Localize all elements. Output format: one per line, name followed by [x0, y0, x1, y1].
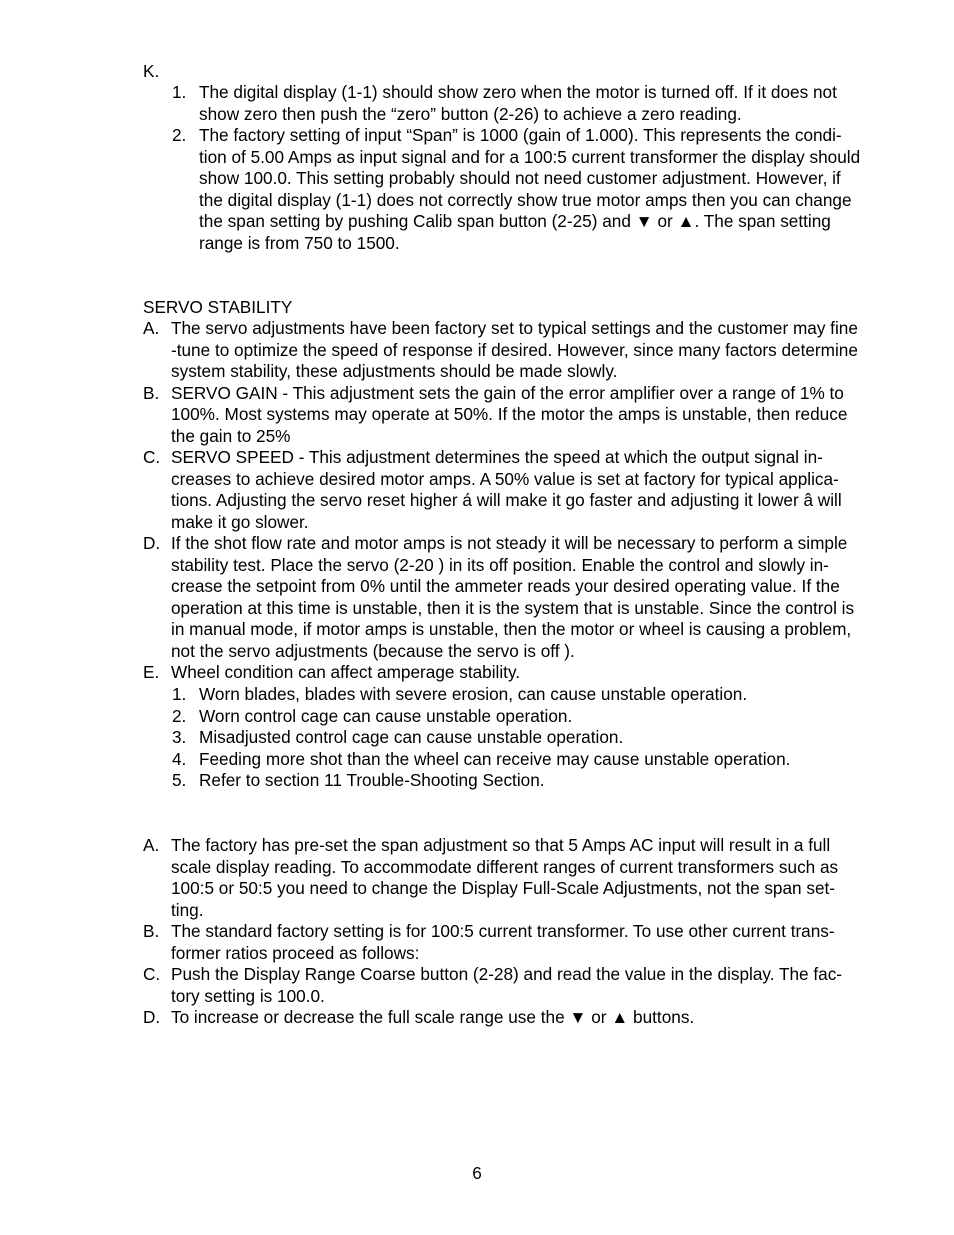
text-line: not the servo adjustments (because the servo is off ).: [171, 640, 575, 661]
text-line: the gain to 25%: [171, 425, 291, 446]
text-line: To increase or decrease the full scale range use the ▼ or ▲ buttons.: [171, 1007, 695, 1027]
list-marker: 4.: [172, 748, 187, 769]
servo-stability-list: [0, 318, 954, 684]
text-line: The factory has pre-set the span adjustment so that 5 Amps AC input will result in a full: [171, 835, 831, 855]
list-marker: E.: [143, 662, 160, 682]
list-item: [0, 770, 954, 792]
text-line: -tune to optimize the speed of response if desired. However, since many factors determine: [171, 339, 858, 360]
text-line: tion of 5.00 Amps as input signal and for a 100:5 current transformer the display should: [199, 146, 861, 167]
servo-stability-heading: SERVO STABILITY: [143, 297, 293, 317]
text-line: creases to achieve desired motor amps. A 50% value is set at factory for typical applica-: [171, 468, 839, 489]
text-line: Refer to section 11 Trouble-Shooting Section.: [199, 770, 545, 790]
text-line: Misadjusted control cage can cause unstable operation.: [199, 727, 624, 747]
list-item: [0, 706, 954, 728]
list-item: [0, 727, 954, 749]
text-line: show 100.0. This setting probably should not need customer adjustment. However, if: [199, 168, 841, 188]
list-item: [0, 662, 954, 684]
list-marker: 5.: [172, 770, 187, 790]
text-line: If the shot flow rate and motor amps is not steady it will be necessary to perform a simple: [171, 533, 848, 553]
list-marker: 3.: [172, 727, 187, 747]
list-item: [0, 383, 954, 448]
list-item: [0, 318, 954, 383]
list-item: [0, 835, 954, 921]
text-line: crease the setpoint from 0% until the ammeter reads your desired operating value. If the: [171, 576, 840, 596]
text-line: in manual mode, if motor amps is unstable, then the motor or wheel is causing a problem,: [171, 619, 852, 639]
list-item: [0, 447, 954, 533]
section-k-list: [0, 82, 954, 254]
list-item: [0, 964, 954, 1007]
list-item: [0, 533, 954, 662]
text-line: stability test. Place the servo (2-20 ) in its off position. Enable the control and slowly in-: [171, 554, 829, 575]
text-line: tory setting is 100.0.: [171, 985, 325, 1006]
list-item: [0, 921, 954, 964]
list-item: [0, 82, 954, 125]
text-line: 100%. Most systems may operate at 50%. If the motor the amps is unstable, then reduce: [171, 404, 848, 424]
list-item: [0, 1007, 954, 1029]
text-line: Worn control cage can cause unstable operation.: [199, 705, 573, 726]
section-k-label: K.: [143, 61, 160, 81]
text-line: scale display reading. To accommodate different ranges of current transformers such as: [171, 856, 839, 877]
wheel-condition-list: [0, 684, 954, 792]
text-line: range is from 750 to 1500.: [199, 232, 400, 253]
list-item: [0, 125, 954, 254]
text-line: Push the Display Range Coarse button (2-28) and read the value in the display. The fac-: [171, 964, 843, 984]
list-item: [0, 749, 954, 771]
list-marker: 2.: [172, 125, 187, 145]
list-marker: A.: [143, 835, 160, 855]
list-marker: 1.: [172, 684, 187, 704]
text-line: 100:5 or 50:5 you need to change the Display Full-Scale Adjustments, not the span set-: [171, 878, 836, 898]
text-line: SERVO SPEED - This adjustment determines the speed at which the output signal in-: [171, 447, 823, 467]
display-range-list: [0, 835, 954, 1029]
text-line: former ratios proceed as follows:: [171, 942, 420, 963]
text-line: the span setting by pushing Calib span button (2-25) and ▼ or ▲. The span setting: [199, 211, 831, 231]
list-item: [0, 684, 954, 706]
text-line: operation at this time is unstable, then it is the system that is unstable. Since the control is: [171, 597, 855, 618]
text-line: ting.: [171, 899, 204, 920]
text-line: tions. Adjusting the servo reset higher á will make it go faster and adjusting it lower â will: [171, 490, 842, 510]
list-marker: D.: [143, 1007, 161, 1027]
list-marker: 2.: [172, 705, 187, 726]
list-marker: D.: [143, 533, 161, 553]
text-line: The standard factory setting is for 100:5 current transformer. To use other current trans-: [171, 921, 835, 941]
list-marker: A.: [143, 318, 160, 338]
text-line: The digital display (1-1) should show zero when the motor is turned off. If it does not: [199, 82, 837, 102]
list-marker: B.: [143, 382, 160, 403]
list-marker: B.: [143, 921, 160, 941]
text-line: show zero then push the “zero” button (2-26) to achieve a zero reading.: [199, 103, 742, 124]
text-line: Wheel condition can affect amperage stability.: [171, 662, 521, 682]
text-line: SERVO GAIN - This adjustment sets the gain of the error amplifier over a range of 1% to: [171, 382, 844, 403]
text-line: the digital display (1-1) does not correctly show true motor amps then you can change: [199, 189, 852, 210]
list-marker: C.: [143, 447, 161, 467]
text-line: The factory setting of input “Span” is 1000 (gain of 1.000). This represents the condi-: [199, 125, 842, 145]
page-number: 6: [472, 1163, 482, 1183]
text-line: Feeding more shot than the wheel can receive may cause unstable operation.: [199, 748, 791, 769]
text-line: Worn blades, blades with severe erosion, can cause unstable operation.: [199, 684, 748, 704]
text-line: The servo adjustments have been factory set to typical settings and the customer may fine: [171, 318, 858, 338]
text-line: system stability, these adjustments should be made slowly.: [171, 361, 618, 381]
list-marker: C.: [143, 964, 161, 984]
text-line: make it go slower.: [171, 511, 309, 532]
list-marker: 1.: [172, 82, 187, 102]
